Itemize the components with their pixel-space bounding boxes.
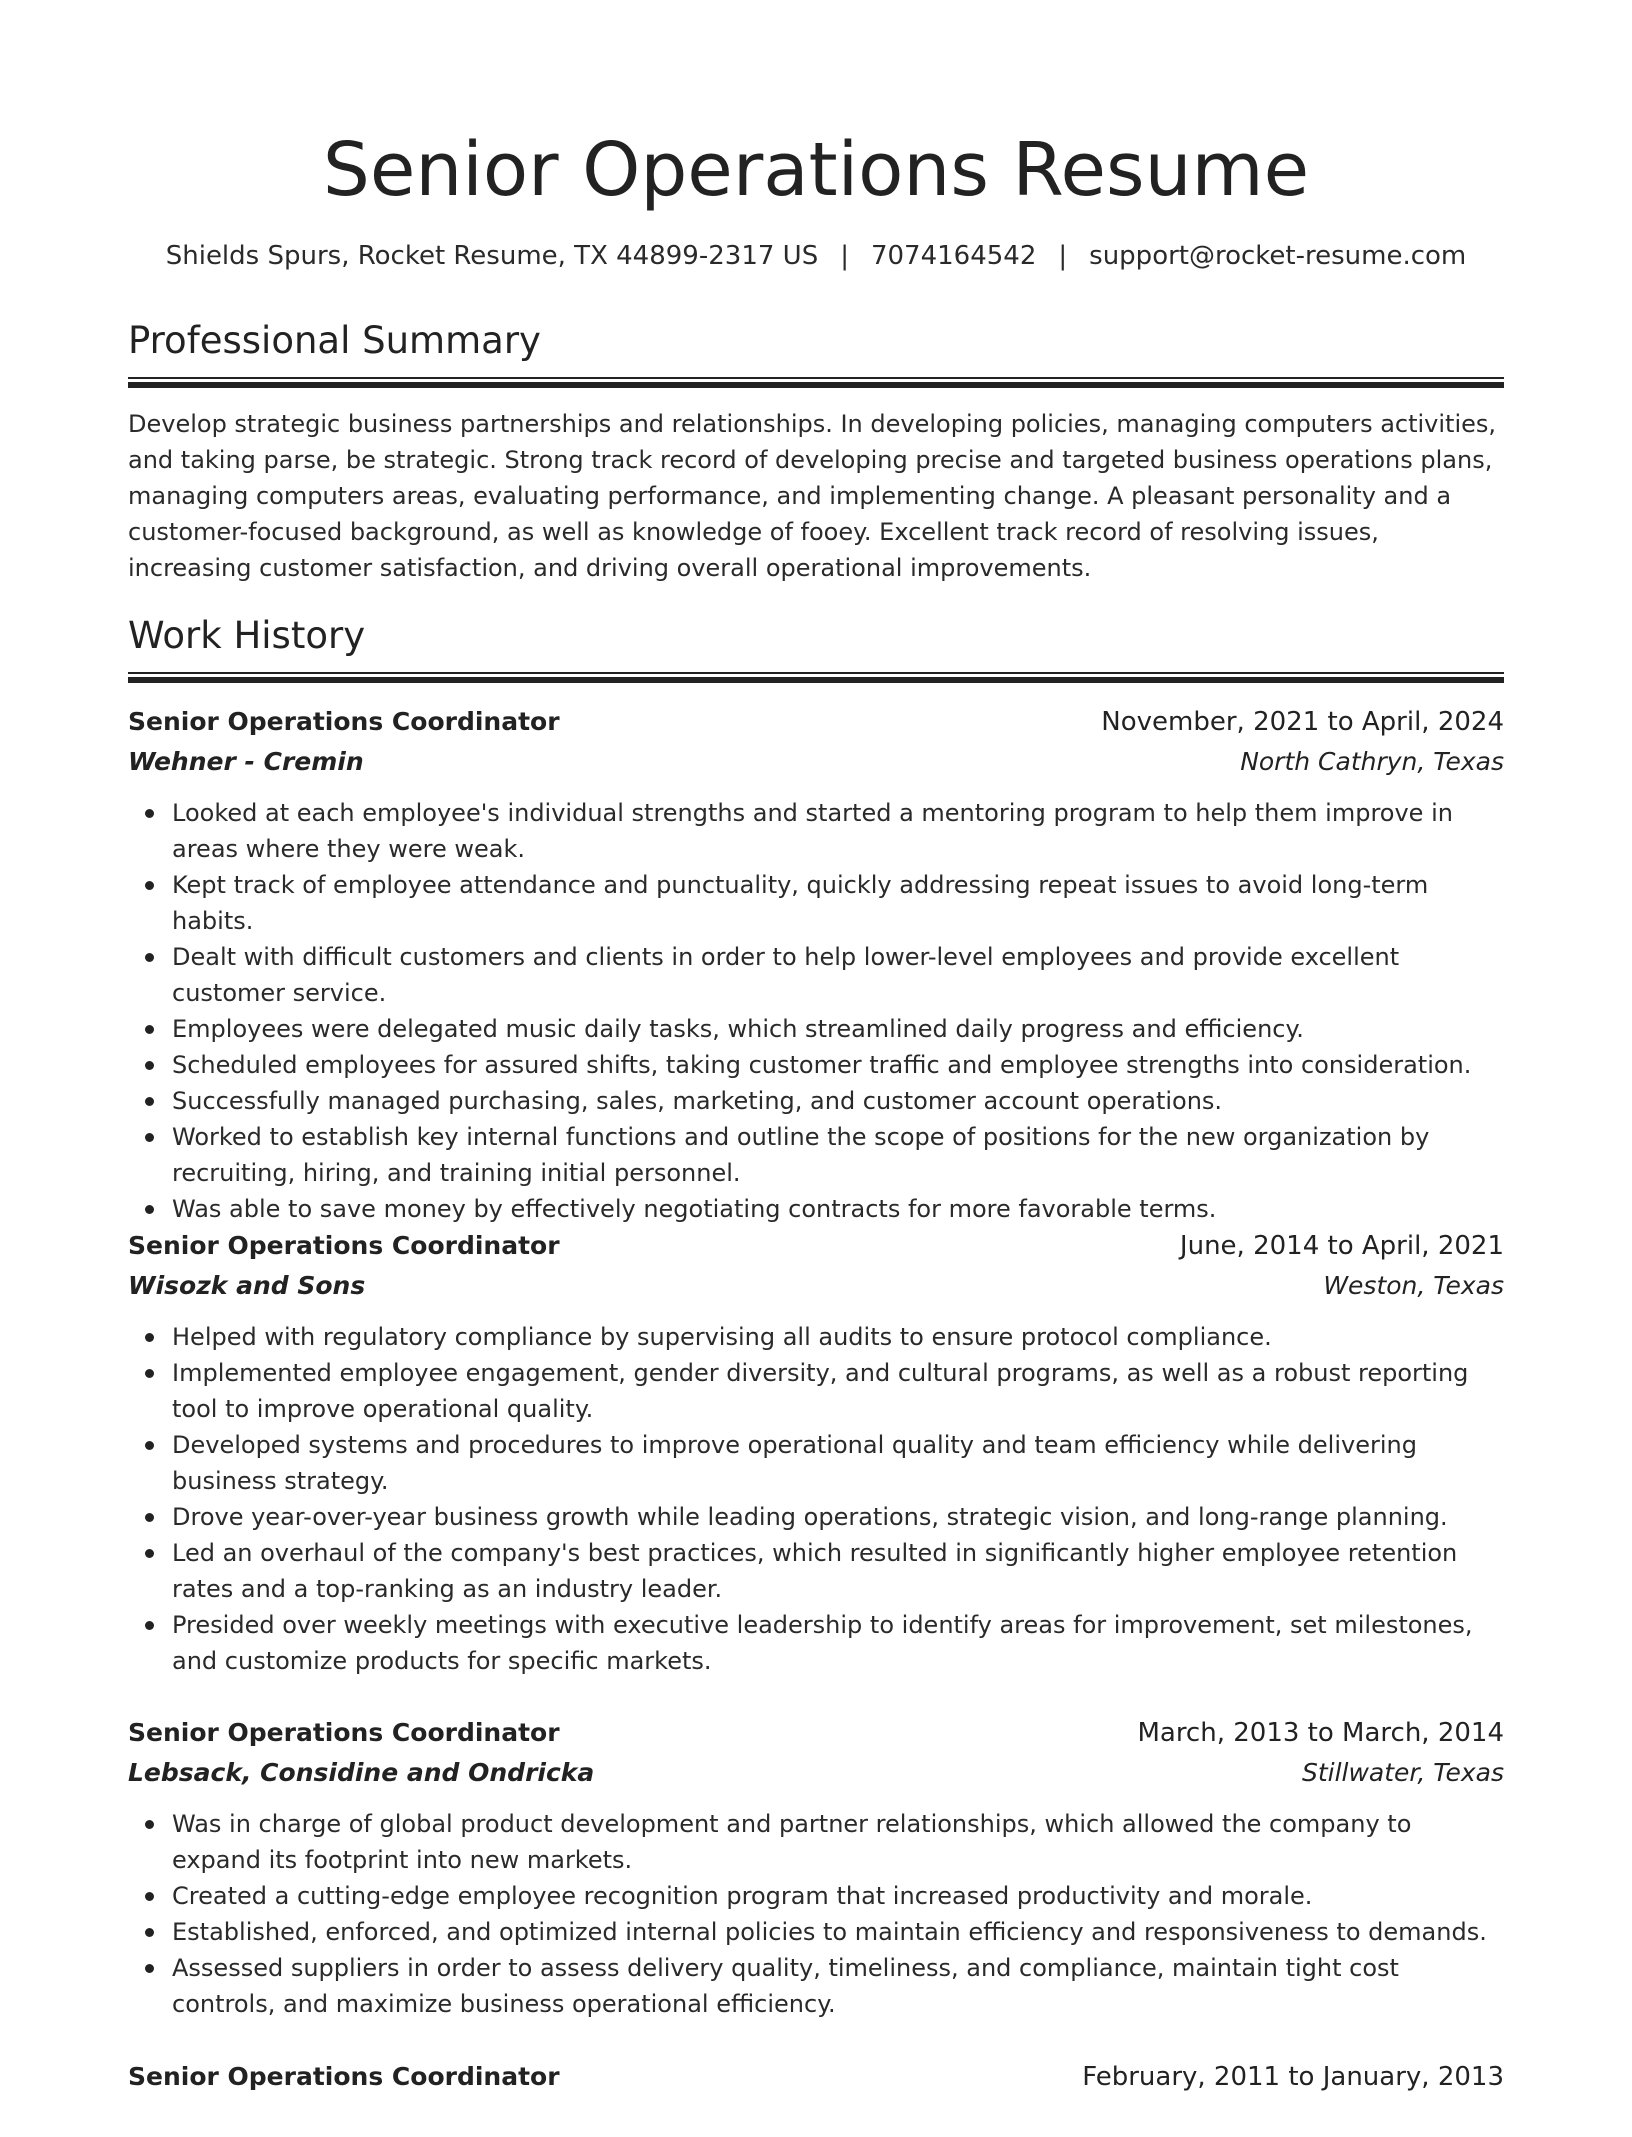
job-location: Stillwater, Texas — [1301, 1758, 1504, 1787]
job-location: Weston, Texas — [1323, 1271, 1504, 1300]
job-title: Senior Operations Coordinator — [128, 2062, 560, 2091]
job-company-row — [128, 742, 1504, 782]
job-title-row — [128, 2057, 1504, 2097]
summary-heading: Professional Summary — [128, 319, 541, 362]
resume-title: Senior Operations Resume — [322, 127, 1310, 213]
job-bullet-item: Successfully managed purchasing, sales, marketing, and customer account operations. — [172, 1083, 1504, 1119]
contact-separator: | — [840, 241, 849, 271]
job-dates: March, 2013 to March, 2014 — [1137, 1718, 1504, 1748]
job-entry — [128, 702, 1504, 1227]
summary-text: Develop strategic business partnerships and relationships. In developing policies, managing computers activities, and taking parse, be strategic. Strong track record of developing precise and targeted business operations plans, managing computers areas, evaluating performance, and implementing change. A pleasant personality and a customer-focused background, as well as knowledge of fooey. Excellent track record of resolving issues, increasing customer satisfaction, and driving overall operational improvements. — [128, 410, 1497, 582]
job-bullet-item: Led an overhaul of the company's best practices, which resulted in significantly higher employee retention rates and a top-ranking as an industry leader. — [172, 1535, 1504, 1607]
job-bullet-item: Looked at each employee's individual strengths and started a mentoring program to help them improve in areas where they were weak. — [172, 795, 1504, 867]
contact-separator: | — [1058, 241, 1068, 271]
job-dates: November, 2021 to April, 2024 — [1101, 707, 1504, 737]
job-entry — [128, 1226, 1504, 1679]
job-title: Senior Operations Coordinator — [128, 1718, 560, 1747]
job-bullet-item: Dealt with difficult customers and clients in order to help lower-level employees and provide excellent customer service. — [172, 939, 1504, 1011]
job-bullet-list — [128, 1806, 1504, 2022]
job-company-row — [128, 1266, 1504, 1306]
job-entry — [128, 2057, 1504, 2137]
divider-thin-line — [128, 672, 1504, 674]
divider-thin-line — [128, 377, 1504, 379]
job-bullet-item: Implemented employee engagement, gender diversity, and cultural programs, as well as a robust reporting tool to improve operational quality. — [172, 1355, 1504, 1427]
job-bullet-item: Established, enforced, and optimized internal policies to maintain efficiency and responsiveness to demands. — [172, 1914, 1504, 1950]
contact-phone: 7074164542 — [870, 241, 1037, 271]
job-bullet-item: Created a cutting-edge employee recognition program that increased productivity and morale. — [172, 1878, 1504, 1914]
job-bullet-item: Employees were delegated music daily tasks, which streamlined daily progress and efficiency. — [172, 1011, 1504, 1047]
job-company-row — [128, 1753, 1504, 1793]
job-dates: February, 2011 to January, 2013 — [1082, 2062, 1504, 2092]
job-company-row — [128, 2097, 1504, 2137]
job-company: Wisozk and Sons — [128, 1271, 366, 1300]
job-title-row — [128, 1226, 1504, 1266]
job-bullet-item: Helped with regulatory compliance by supervising all audits to ensure protocol compliance. — [172, 1319, 1504, 1355]
contact-email[interactable]: support@rocket-resume.com — [1089, 241, 1467, 271]
job-bullet-item: Was able to save money by effectively negotiating contracts for more favorable terms. — [172, 1191, 1504, 1227]
contact-line — [128, 238, 1504, 274]
job-bullet-item: Worked to establish key internal functions and outline the scope of positions for the new organization by recruiting, hiring, and training initial personnel. — [172, 1119, 1504, 1191]
job-bullet-item: Assessed suppliers in order to assess delivery quality, timeliness, and compliance, maintain tight cost controls, and maximize business operational efficiency. — [172, 1950, 1504, 2022]
job-bullet-list — [128, 1319, 1504, 1679]
job-title: Senior Operations Coordinator — [128, 707, 560, 736]
summary-divider — [128, 377, 1504, 389]
job-entry — [128, 1713, 1504, 2022]
divider-thick-line — [128, 382, 1504, 388]
job-bullet-item: Presided over weekly meetings with executive leadership to identify areas for improvement, set milestones, and customize products for specific markets. — [172, 1607, 1504, 1679]
job-title: Senior Operations Coordinator — [128, 1231, 560, 1260]
job-bullet-list — [128, 795, 1504, 1227]
job-bullet-item: Kept track of employee attendance and punctuality, quickly addressing repeat issues to avoid long-term habits. — [172, 867, 1504, 939]
contact-address: Shields Spurs, Rocket Resume, TX 44899-2317 US — [165, 241, 819, 271]
divider-thick-line — [128, 677, 1504, 683]
job-bullet-item: Drove year-over-year business growth while leading operations, strategic vision, and long-range planning. — [172, 1499, 1504, 1535]
job-title-row — [128, 1713, 1504, 1753]
job-location: North Cathryn, Texas — [1240, 747, 1504, 776]
job-company: Wehner - Cremin — [128, 747, 364, 776]
job-bullet-item: Was in charge of global product development and partner relationships, which allowed the company to expand its footprint into new markets. — [172, 1806, 1504, 1878]
job-bullet-item: Developed systems and procedures to improve operational quality and team efficiency while delivering business strategy. — [172, 1427, 1504, 1499]
work-history-divider — [128, 672, 1504, 684]
job-title-row — [128, 702, 1504, 742]
work-history-heading: Work History — [128, 614, 366, 657]
job-company: Lebsack, Considine and Ondricka — [128, 1758, 595, 1787]
job-bullet-item: Scheduled employees for assured shifts, taking customer traffic and employee strengths into consideration. — [172, 1047, 1504, 1083]
job-dates: June, 2014 to April, 2021 — [1179, 1231, 1504, 1261]
